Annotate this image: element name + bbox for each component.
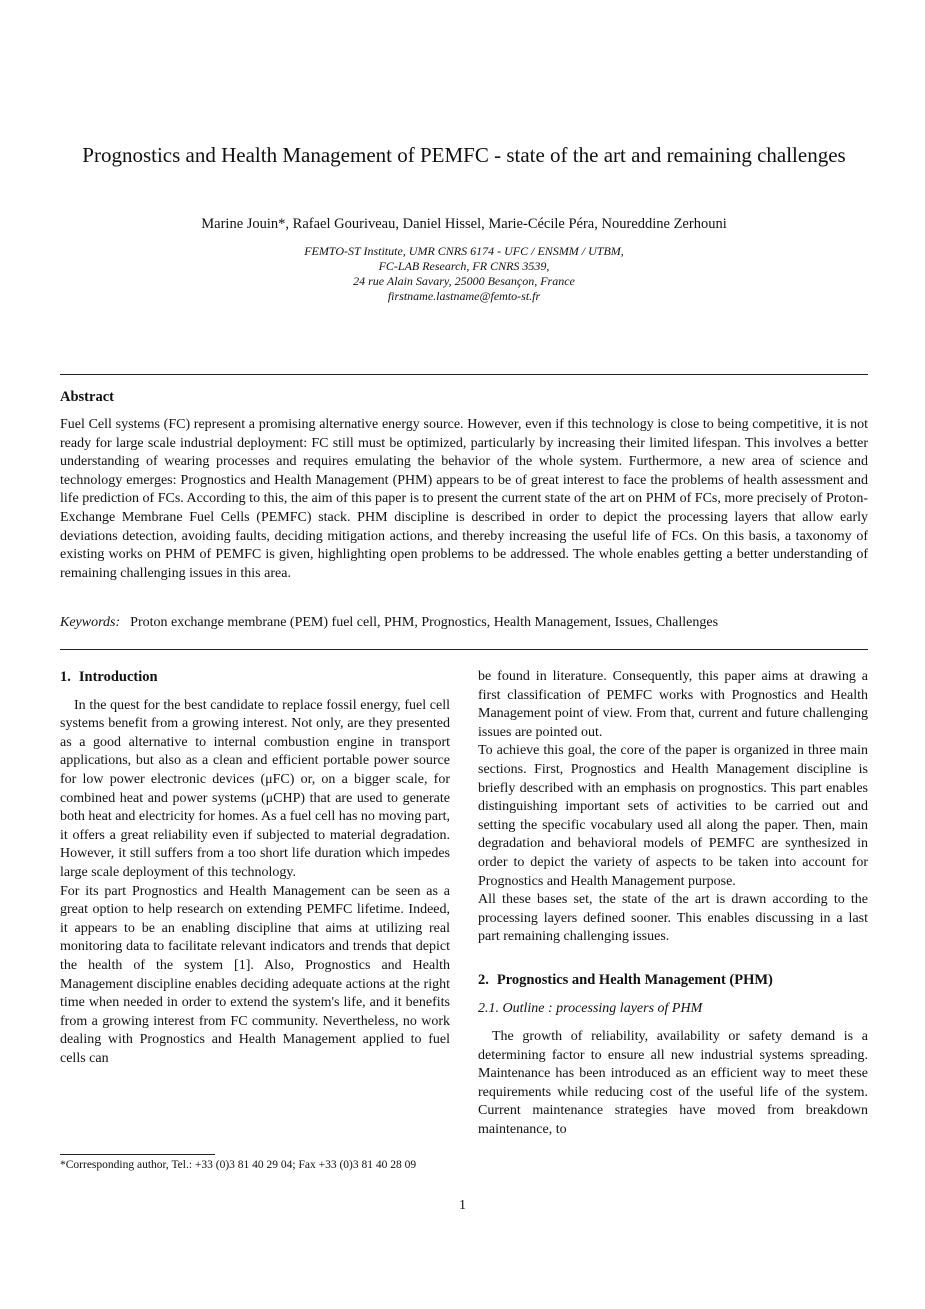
affiliation — [60, 244, 868, 304]
abstract-top-rule — [60, 374, 868, 375]
left-column — [60, 668, 450, 1068]
footnote-rule — [60, 1154, 215, 1155]
abstract-heading: Abstract — [60, 389, 114, 405]
keywords-line — [60, 615, 868, 631]
abstract-text: Fuel Cell systems (FC) represent a promising alternative energy source. However, even if this technology is close to being competitive, it is not ready for large scale industrial deployment: FC still must be optimized, particularly by increasing their limited lifespan. This involves a better understanding of wearing processes and requires emulating the behavior of the whole system. Furthermore, a new area of science and technology emerges: Prognostics and Health Management (PHM) appears to be of great interest to face the problems of health assessment and life prediction of FCs. According to this, the aim of this paper is to present the current state of the art on PHM of FCs, more precisely of Proton-Exchange Membrane Fuel Cells (PEMFC) stack. PHM discipline is described in order to depict the processing layers that allow early deviations detection, avoiding faults, deciding mitigation actions, and thereby increasing the useful life of FCs. On this basis, a taxonomy of existing works on PHM of PEMFC is given, highlighting open problems to be addressed. The whole enables getting a better understanding of remaining challenging issues in this area. — [60, 417, 868, 581]
section-heading-phm — [478, 971, 868, 990]
page-number: 1 — [459, 1198, 466, 1213]
right-column — [478, 668, 868, 1140]
section-number: 1. — [60, 669, 71, 685]
author-email: firstname.lastname@femto-st.fr — [387, 289, 541, 303]
section-number: 2. — [478, 971, 489, 988]
abstract-bottom-rule — [60, 649, 868, 650]
paper-title: Prognostics and Health Management of PEMFC - state of the art and remaining challenges — [82, 143, 846, 167]
keywords-text: Proton exchange membrane (PEM) fuel cell, PHM, Prognostics, Health Management, Issues, Challenges — [130, 615, 719, 630]
section-heading-introduction — [60, 668, 450, 687]
paragraph: be found in literature. Consequently, this paper aims at drawing a first classification of PEMFC works with Prognostics and Health Management point of view. From that, current and future challenging issues are pointed out. — [478, 669, 868, 740]
paragraph: The growth of reliability, availability or safety demand is a determining factor to ensure all new industrial systems spreading. Maintenance has been introduced as an efficient way to meet these requirements while reducing cost of the useful life of the system. Current maintenance strategies have moved from breakdown maintenance, to — [478, 1029, 868, 1138]
paragraph: All these bases set, the state of the art is drawn according to the processing layers defined sooner. This enables discussing in a last part remaining challenging issues. — [478, 892, 868, 945]
keywords-label: Keywords: — [60, 615, 121, 630]
paragraph: To achieve this goal, the core of the paper is organized in three main sections. First, Prognostics and Health Management discipline is briefly described with an emphasis on prognostics. This part enables distinguishing important sets of activities to be carried out and setting the specific vocabulary used all along the paper. Then, main degradation and behavioral models of PEMFC are synthesized in order to depict the variety of aspects to be taken into account for Prognostics and Health Management purpose. — [478, 743, 868, 889]
section-title: Introduction — [78, 669, 158, 685]
paragraph: For its part Prognostics and Health Management can be seen as a great option to help research on extending PEMFC lifetime. Indeed, it appears to be an enabling discipline that aims at utilizing real monitoring data to facilitate relevant indicators and trends that depict the health of the system [1]. Also, Prognostics and Health Management discipline enables deciding adequate actions at the right time when needed in order to extend the system's life, and it benefits from a growing interest from FC community. Nevertheless, no work dealing with Prognostics and Health Management applied to fuel cells can — [60, 883, 450, 1066]
footnote: *Corresponding author, Tel.: +33 (0)3 81 40 29 04; Fax +33 (0)3 81 40 28 09 — [60, 1159, 417, 1171]
affiliation-line: 24 rue Alain Savary, 25000 Besançon, France — [353, 274, 575, 288]
section-title: Prognostics and Health Management (PHM) — [496, 971, 773, 988]
affiliation-line: FC-LAB Research, FR CNRS 3539, — [378, 259, 550, 273]
author-list: Marine Jouin*, Rafael Gouriveau, Daniel Hissel, Marie-Cécile Péra, Noureddine Zerhouni — [201, 216, 727, 232]
subsection-heading: 2.1. Outline : processing layers of PHM — [478, 1000, 703, 1016]
affiliation-line: FEMTO-ST Institute, UMR CNRS 6174 - UFC / ENSMM / UTBM, — [304, 244, 624, 258]
paragraph: In the quest for the best candidate to replace fossil energy, fuel cell systems benefit from a growing interest. Not only, are they presented as a good alternative to internal combustion engine in transport applications, but also as a clean and efficient portable power source for low power electronic devices (μFC) or, on a bigger scale, for combined heat and power systems (μCHP) that are used to generate both heat and electricity for homes. As a fuel cell has no moving part, it offers a great reliability even if subjected to material degradation. However, it still suffers from a too short life duration which impedes large scale deployment of this technology. — [60, 697, 450, 880]
